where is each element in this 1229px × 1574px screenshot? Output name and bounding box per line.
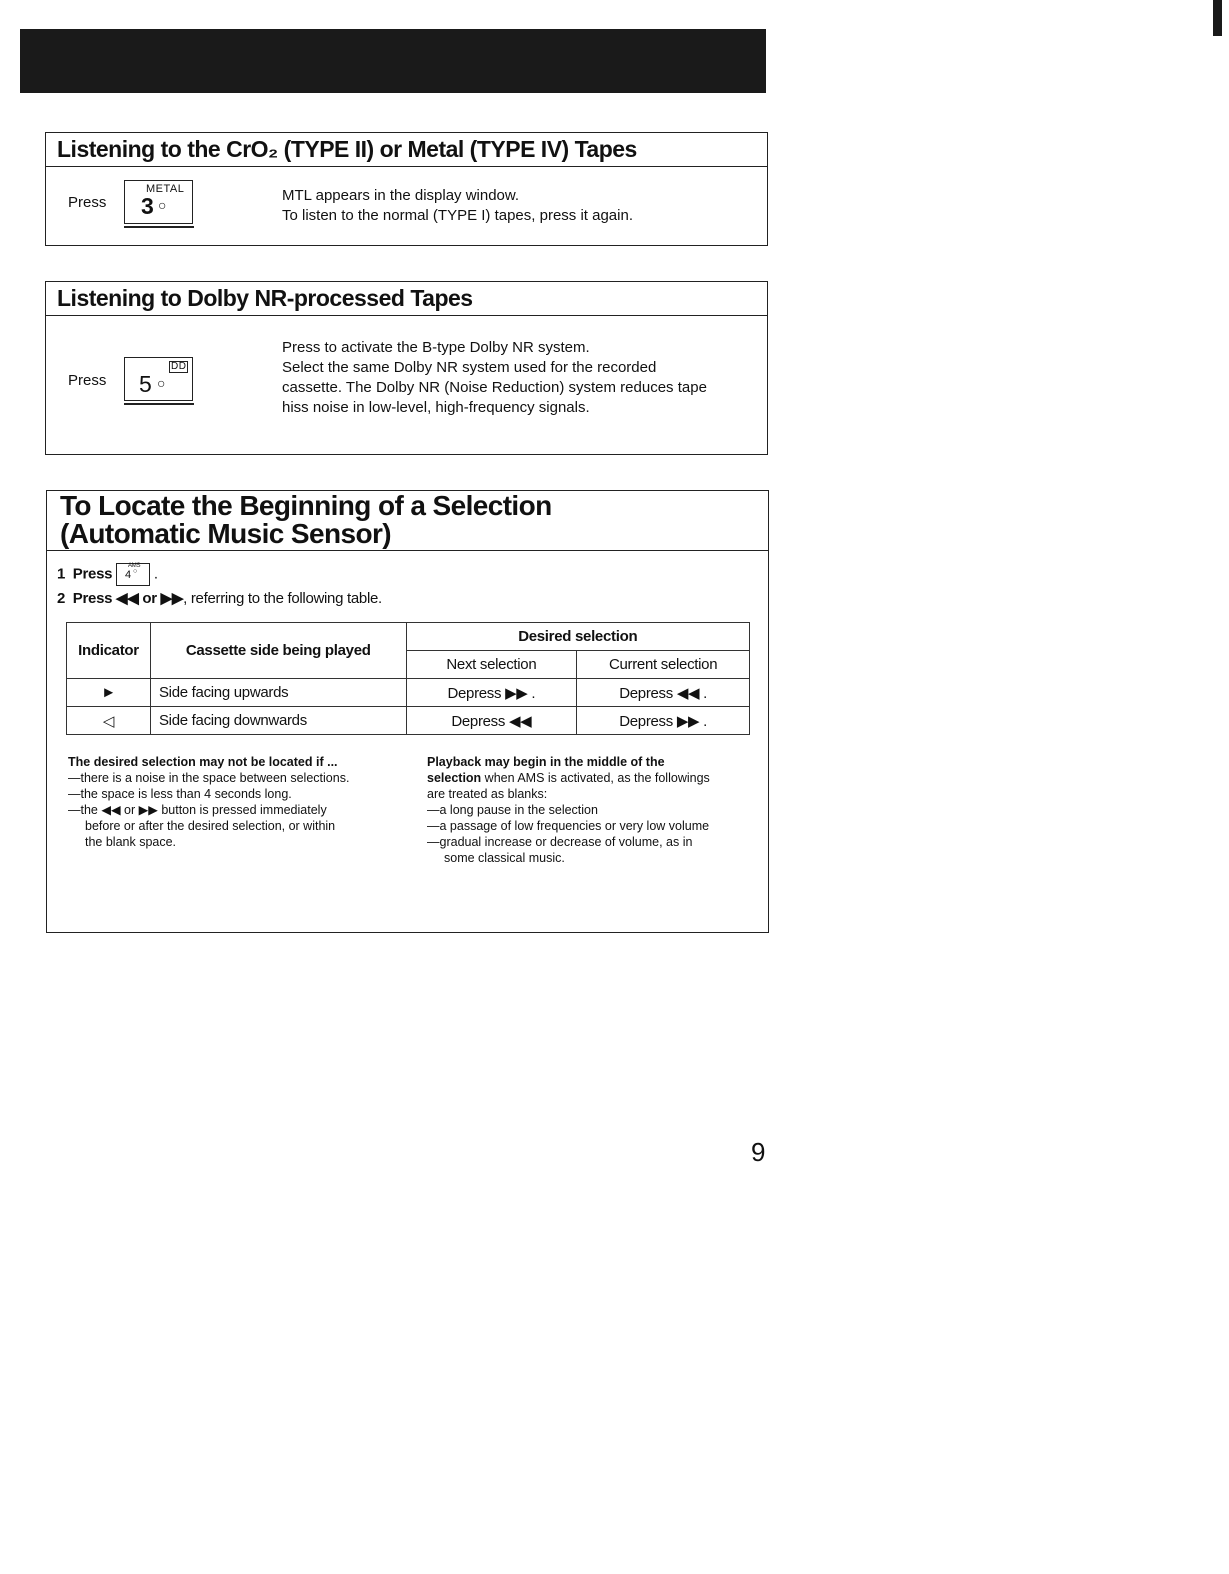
header-side: Cassette side being played (150, 623, 406, 679)
table-row (67, 707, 750, 735)
note-text: when AMS is activated, as the followings (481, 771, 710, 785)
key-number: 3 (141, 193, 154, 219)
note-line: —the space is less than 4 seconds long. (68, 787, 292, 801)
note-line (427, 770, 710, 786)
table-header-row (67, 623, 750, 651)
step-text: , referring to the following table. (183, 590, 382, 607)
note-line: —gradual increase or decrease of volume, as in (427, 835, 693, 849)
title-line: (Automatic Music Sensor) (60, 518, 391, 549)
dolby-key-button[interactable] (124, 357, 193, 401)
step-end: . (153, 565, 158, 583)
step-action: Press (72, 565, 113, 583)
ams-table (66, 622, 750, 735)
section-metal-tapes (45, 132, 768, 246)
description-line: To listen to the normal (TYPE I) tapes, press it again. (282, 207, 633, 224)
side-cell: Side facing downwards (150, 707, 406, 735)
note-heading: Playback may begin in the middle of the (427, 755, 665, 769)
current-cell: Depress ◀◀ . (577, 679, 750, 707)
description-line: hiss noise in low-level, high-frequency signals. (282, 399, 590, 416)
note-line: —there is a noise in the space between selections. (68, 771, 350, 785)
note-line: some classical music. (444, 851, 565, 865)
note-heading: The desired selection may not be located if ... (68, 755, 338, 769)
note-line: the blank space. (85, 835, 177, 849)
side-cell: Side facing upwards (150, 679, 406, 707)
table-row (67, 679, 750, 707)
key-dot-icon: ○ (157, 375, 166, 391)
ams-key-label: AMS (128, 563, 141, 569)
header-bar (20, 29, 766, 93)
current-cell: Depress ▶▶ . (577, 707, 750, 735)
section-title: Listening to Dolby NR-processed Tapes (46, 282, 767, 316)
step-number: 1 (57, 565, 66, 583)
step-1 (57, 563, 158, 586)
step-number: 2 (57, 590, 66, 607)
dolby-symbol-icon: DD (171, 361, 187, 372)
note-line: —a long pause in the selection (427, 803, 598, 817)
key-number: 4 (125, 569, 131, 581)
metal-key-label: METAL (146, 183, 185, 195)
header-next: Next selection (406, 651, 577, 679)
page-number: 9 (751, 1137, 766, 1167)
section-title: Listening to the CrO₂ (TYPE II) or Metal (TYPE IV) Tapes (46, 133, 767, 167)
edge-mark (1213, 0, 1222, 36)
dolby-description (282, 338, 707, 418)
section-title (47, 491, 768, 551)
step-action: Press ◀◀ or ▶▶ (72, 590, 184, 607)
note-right (427, 754, 710, 866)
metal-key-button[interactable] (124, 180, 193, 224)
note-line: are treated as blanks: (427, 787, 548, 801)
press-label: Press (68, 194, 107, 211)
header-indicator: Indicator (67, 623, 151, 679)
header-desired: Desired selection (406, 623, 749, 651)
note-line: —a passage of low frequencies or very low volume (427, 819, 710, 833)
description-line: Select the same Dolby NR system used for the recorded (282, 359, 657, 376)
press-label: Press (68, 372, 107, 389)
description-line: Press to activate the B-type Dolby NR system. (282, 339, 590, 356)
indicator-reverse-icon: ◁ (67, 707, 151, 735)
note-line: before or after the desired selection, or within (85, 819, 336, 833)
ams-key-button[interactable] (116, 563, 150, 586)
note-left (68, 754, 349, 850)
note-bold: selection (427, 771, 482, 785)
key-dot-icon: ○ (158, 197, 167, 213)
next-cell: Depress ▶▶ . (406, 679, 577, 707)
indicator-play-icon: ► (67, 679, 151, 707)
section-ams (46, 490, 769, 933)
key-dot-icon: ○ (133, 568, 137, 575)
step-2 (57, 589, 382, 607)
next-cell: Depress ◀◀ (406, 707, 577, 735)
section-dolby-tapes (45, 281, 768, 455)
description-line: MTL appears in the display window. (282, 187, 520, 204)
note-line: —the ◀◀ or ▶▶ button is pressed immediately (68, 803, 327, 817)
metal-description (282, 186, 633, 226)
description-line: cassette. The Dolby NR (Noise Reduction) system reduces tape (282, 379, 707, 396)
key-number: 5 (139, 371, 152, 397)
header-current: Current selection (577, 651, 750, 679)
title-line: To Locate the Beginning of a Selection (60, 490, 552, 521)
